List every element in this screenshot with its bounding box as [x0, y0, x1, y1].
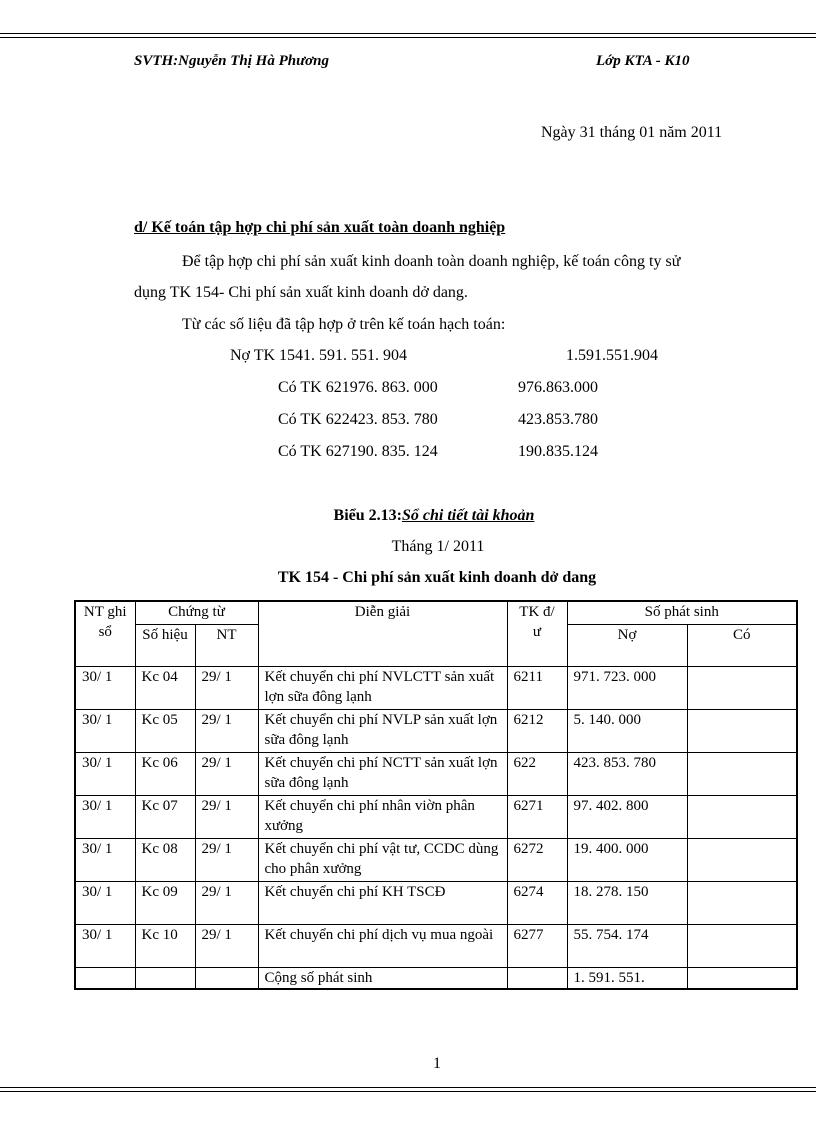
- debit-entry-amount: 1.591.551.904: [566, 347, 658, 364]
- credit-entry-amount: 190.835.124: [518, 443, 598, 460]
- header-rule-top: [0, 33, 816, 34]
- cell-no: 5. 140. 000: [567, 710, 687, 753]
- credit-entry-amount: 423.853.780: [518, 411, 598, 428]
- cell-tk: 6211: [507, 667, 567, 710]
- cell-code: Kc 06: [135, 753, 195, 796]
- cell-nt: 29/ 1: [195, 753, 258, 796]
- header-co: Có: [687, 625, 797, 667]
- table-row: [75, 710, 797, 753]
- cell-tk: 622: [507, 753, 567, 796]
- cell-code: Kc 09: [135, 882, 195, 925]
- cell-co: [687, 839, 797, 882]
- paragraph-line-2: dụng TK 154- Chi phí sản xuất kinh doanh dở dang.: [134, 284, 468, 301]
- cell-date: 30/ 1: [75, 925, 135, 968]
- cell-co: [687, 753, 797, 796]
- cell-co: [687, 796, 797, 839]
- cell-date: 30/ 1: [75, 796, 135, 839]
- cell-desc: Kết chuyển chi phí dịch vụ mua ngoài: [258, 925, 507, 968]
- exhibit-name: Sổ chi tiết tài khoản: [401, 507, 535, 524]
- total-label: Cộng số phát sinh: [258, 968, 507, 990]
- cell-desc: Kết chuyển chi phí nhân viờn phân xưởng: [258, 796, 507, 839]
- cell-tk: 6277: [507, 925, 567, 968]
- cell-co: [687, 710, 797, 753]
- cell-code: Kc 04: [135, 667, 195, 710]
- paragraph-2: Từ các số liệu đã tập hợp ở trên kế toán hạch toán:: [182, 316, 506, 333]
- cell-code: Kc 08: [135, 839, 195, 882]
- header-nt-ghi-so: NT ghi sổ: [75, 601, 135, 667]
- cell-nt: 29/ 1: [195, 925, 258, 968]
- cell-code: Kc 07: [135, 796, 195, 839]
- cell-desc: Kết chuyển chi phí NVLP sản xuất lợn sữa đông lạnh: [258, 710, 507, 753]
- exhibit-month: Tháng 1/ 2011: [391, 538, 485, 555]
- credit-entry-amount: 976.863.000: [518, 379, 598, 396]
- cell-code: Kc 05: [135, 710, 195, 753]
- cell-tk: 6271: [507, 796, 567, 839]
- header-tk: TK đ/ ư: [507, 601, 567, 667]
- total-no: 1. 591. 551.: [567, 968, 687, 990]
- debit-entry-label: Nợ TK 1541. 591. 551. 904: [230, 347, 408, 364]
- cell-date: 30/ 1: [75, 710, 135, 753]
- paragraph-line-1: Để tập hợp chi phí sản xuất kinh doanh toàn doanh nghiệp, kế toán công ty sử: [182, 253, 681, 270]
- cell-tk: 6212: [507, 710, 567, 753]
- cell-nt: 29/ 1: [195, 667, 258, 710]
- table-header-row: [75, 601, 797, 625]
- cell-desc: Kết chuyển chi phí NVLCTT sản xuất lợn sữa đông lạnh: [258, 667, 507, 710]
- header-dien-giai: Diễn giải: [258, 601, 507, 667]
- table-total-row: [75, 968, 797, 990]
- table-row: [75, 667, 797, 710]
- header-no: Nợ: [567, 625, 687, 667]
- credit-entry-label: Có TK 622423. 853. 780: [278, 411, 438, 428]
- header-nt: NT: [195, 625, 258, 667]
- table-row: [75, 882, 797, 925]
- footer-rule-bottom: [0, 1091, 816, 1092]
- exhibit-title: [0, 507, 816, 525]
- cell-date: 30/ 1: [75, 753, 135, 796]
- cell-nt: 29/ 1: [195, 710, 258, 753]
- cell-co: [687, 882, 797, 925]
- credit-entry-label: Có TK 627190. 835. 124: [278, 443, 438, 460]
- exhibit-prefix: Biểu 2.13:: [333, 507, 402, 524]
- cell-desc: Kết chuyển chi phí NCTT sản xuất lợn sữa đông lạnh: [258, 753, 507, 796]
- header-so-hieu: Số hiệu: [135, 625, 195, 667]
- cell-tk: 6274: [507, 882, 567, 925]
- cell-no: 19. 400. 000: [567, 839, 687, 882]
- cell-date: 30/ 1: [75, 882, 135, 925]
- cell-no: 971. 723. 000: [567, 667, 687, 710]
- cell-code: Kc 10: [135, 925, 195, 968]
- cell-co: [687, 667, 797, 710]
- header-chung-tu: Chứng từ: [135, 601, 258, 625]
- table-row: [75, 839, 797, 882]
- exhibit-account: TK 154 - Chi phí sản xuất kinh doanh dở dang: [277, 569, 597, 586]
- table-row: [75, 925, 797, 968]
- credit-entry-label: Có TK 621976. 863. 000: [278, 379, 438, 396]
- cell-nt: 29/ 1: [195, 796, 258, 839]
- section-title: d/ Kế toán tập hợp chi phí sản xuất toàn doanh nghiệp: [134, 219, 506, 236]
- cell-desc: Kết chuyển chi phí vật tư, CCDC dùng cho phân xưởng: [258, 839, 507, 882]
- cell-date: 30/ 1: [75, 839, 135, 882]
- table-row: [75, 796, 797, 839]
- cell-no: 55. 754. 174: [567, 925, 687, 968]
- footer-rule-top: [0, 1087, 816, 1088]
- date-line: Ngày 31 tháng 01 năm 2011: [541, 124, 723, 141]
- cell-nt: 29/ 1: [195, 882, 258, 925]
- page-number: 1: [433, 1055, 441, 1072]
- cell-tk: 6272: [507, 839, 567, 882]
- table-row: [75, 753, 797, 796]
- cell-no: 423. 853. 780: [567, 753, 687, 796]
- cell-no: 18. 278. 150: [567, 882, 687, 925]
- header-student: SVTH:Nguyễn Thị Hà Phương: [134, 53, 329, 69]
- cell-no: 97. 402. 800: [567, 796, 687, 839]
- cell-desc: Kết chuyển chi phí KH TSCĐ: [258, 882, 507, 925]
- cell-nt: 29/ 1: [195, 839, 258, 882]
- cell-co: [687, 925, 797, 968]
- ledger-table: [74, 600, 798, 990]
- header-class: Lớp KTA - K10: [596, 53, 690, 69]
- header-so-phat-sinh: Số phát sinh: [567, 601, 797, 625]
- cell-date: 30/ 1: [75, 667, 135, 710]
- header-rule-bottom: [0, 37, 816, 38]
